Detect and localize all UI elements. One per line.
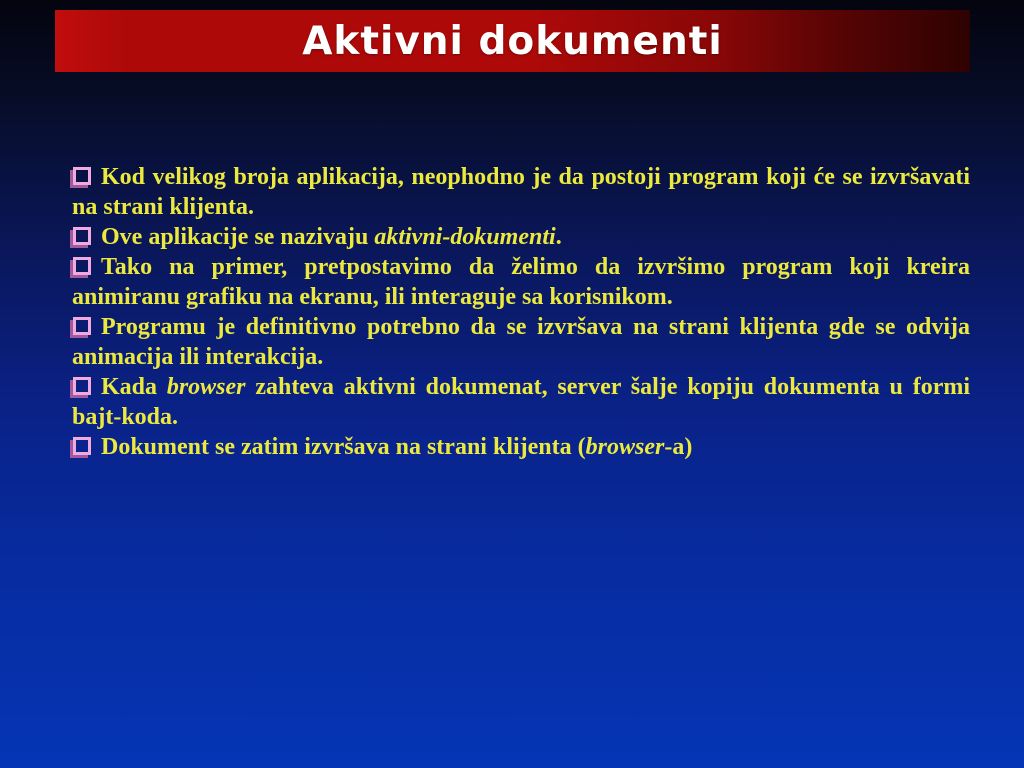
- bullet-item: [72, 252, 970, 312]
- bullet-text-segment: zahteva aktivni dokumenat, server šalje kopiju dokumenta u formi bajt-koda.: [72, 374, 971, 430]
- checkbox-bullet-icon: [73, 257, 91, 275]
- checkbox-bullet-icon: [73, 167, 91, 185]
- bullet-item: [72, 372, 970, 432]
- bullet-item: [72, 162, 970, 222]
- bullet-text-segment: .: [555, 224, 562, 250]
- checkbox-bullet-icon: [73, 317, 91, 335]
- bullet-item: [72, 222, 970, 252]
- bullet-list: [72, 162, 970, 462]
- bullet-text-segment: Dokument se zatim izvršava na strani klijenta (: [101, 434, 586, 460]
- bullet-text-segment: Ove aplikacije se nazivaju: [101, 224, 375, 250]
- page-title: Aktivni dokumenti: [302, 18, 723, 64]
- bullet-text-segment: -a): [664, 434, 693, 460]
- bullet-item: [72, 312, 970, 372]
- bullet-text-segment: Kod velikog broja aplikacija, neophodno je da postoji program koji će se izvršavati na strani klijenta.: [72, 164, 970, 220]
- bullet-text-segment: Programu je definitivno potrebno da se izvršava na strani klijenta gde se odvija animacija ili interakcija.: [72, 314, 970, 370]
- bullet-text-segment: browser: [585, 434, 665, 460]
- bullet-text-segment: browser: [166, 374, 246, 400]
- checkbox-bullet-icon: [73, 227, 91, 245]
- bullet-text-segment: aktivni-dokumenti: [374, 224, 556, 250]
- title-bar: [55, 10, 970, 72]
- bullet-text-segment: Tako na primer, pretpostavimo da želimo da izvršimo program koji kreira animiranu grafiku na ekranu, ili interaguje sa korisnikom.: [72, 254, 970, 310]
- checkbox-bullet-icon: [73, 437, 91, 455]
- checkbox-bullet-icon: [73, 377, 91, 395]
- bullet-item: [72, 432, 970, 462]
- bullet-text-segment: Kada: [101, 374, 167, 400]
